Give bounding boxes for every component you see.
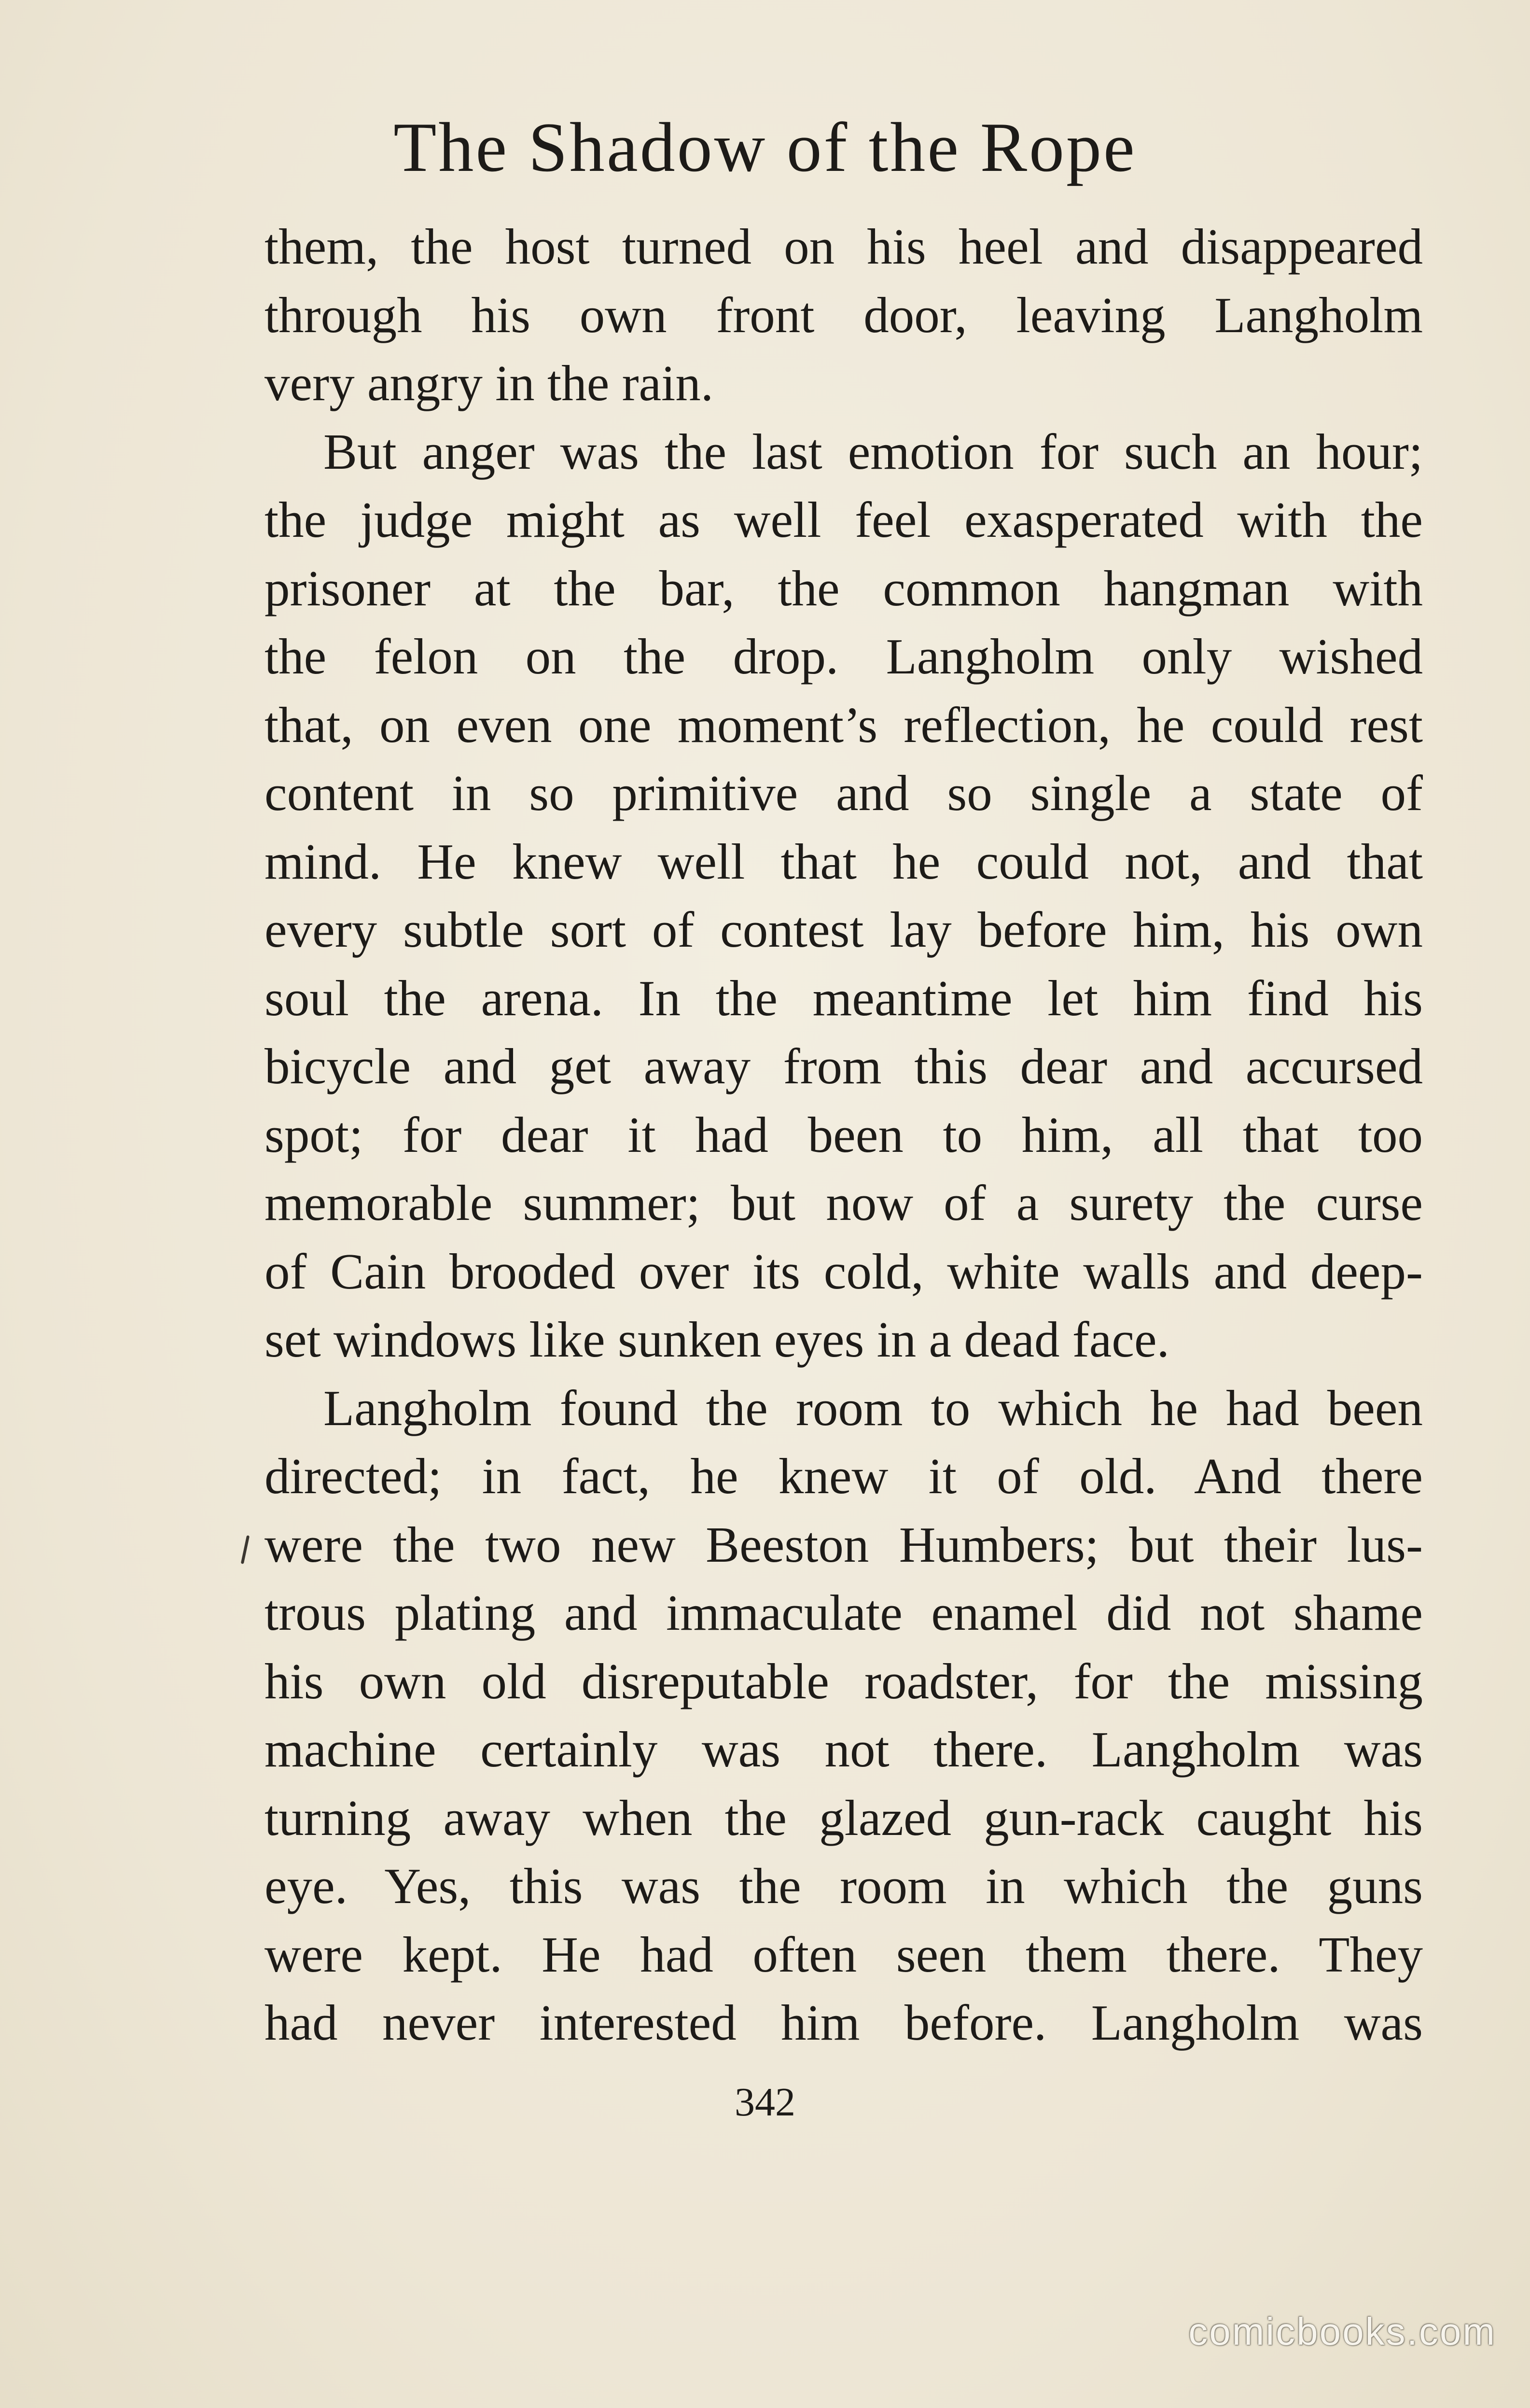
text-line: were kept. He had often seen them there. They [264,1926,1423,1983]
text-line: every subtle sort of contest lay before him, his own [264,901,1423,958]
text-line: mind. He knew well that he could not, and that [264,833,1423,890]
text-line: machine certainly was not there. Langholm was [264,1721,1423,1778]
text-line: turning away when the glazed gun-rack caught his [264,1789,1423,1846]
text-line: through his own front door, leaving Langholm [264,286,1423,343]
text-line: directed; in fact, he knew it of old. And there [264,1448,1423,1504]
page-number: 342 [735,2080,795,2125]
text-line: trous plating and immaculate enamel did not shame [264,1584,1423,1641]
text-line: prisoner at the bar, the common hangman with [264,560,1423,616]
text-line: the felon on the drop. Langholm only wished [264,628,1423,685]
text-line: memorable summer; but now of a surety the curse [264,1175,1423,1231]
text-line: bicycle and get away from this dear and accursed [264,1038,1423,1094]
text-line: soul the arena. In the meantime let him find his [264,969,1423,1026]
body-text [264,212,1423,2057]
text-line: spot; for dear it had been to him, all that too [264,1106,1423,1163]
text-line: the judge might as well feel exasperated with the [264,491,1423,548]
text-line: his own old disreputable roadster, for the missing [264,1652,1423,1709]
text-line: eye. Yes, this was the room in which the guns [264,1858,1423,1914]
watermark-text: comicbooks.com [1188,2310,1496,2353]
margin-pencil-mark [241,1535,250,1564]
text-line: But anger was the last emotion for such an hour; [323,423,1423,480]
text-line: set windows like sunken eyes in a dead face. [264,1311,1169,1368]
text-line: very angry in the rain. [264,355,714,411]
text-line: them, the host turned on his heel and disappeared [264,218,1423,275]
text-line: of Cain brooded over its cold, white walls and deep- [264,1243,1423,1300]
running-head: The Shadow of the Rope [393,108,1137,186]
text-line: had never interested him before. Langholm was [264,1994,1423,2051]
text-line: Langholm found the room to which he had been [323,1379,1423,1436]
text-line: that, on even one moment’s reflection, he could rest [264,696,1423,753]
text-line: were the two new Beeston Humbers; but their lus- [264,1516,1423,1573]
text-line: content in so primitive and so single a state of [264,765,1423,821]
